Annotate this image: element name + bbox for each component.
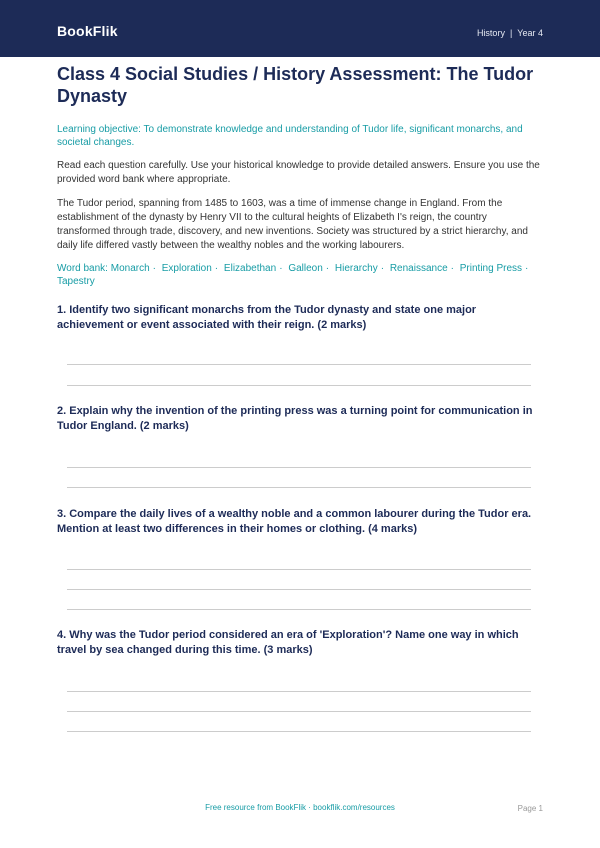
answer-line[interactable] xyxy=(67,487,531,488)
answer-line[interactable] xyxy=(67,711,531,712)
word-bank-term: Elizabethan xyxy=(223,263,277,274)
word-bank-separator: · xyxy=(279,263,283,274)
question-text: 1. Identify two significant monarchs from the Tudor dynasty and state one major achievement or event associated with their reign. (2 marks) xyxy=(57,304,477,331)
question-text: 3. Compare the daily lives of a wealthy noble and a common labourer during the Tudor era. Mention at least two differences in their homes or clothing. (4 marks) xyxy=(57,508,532,535)
word-bank-separator: · xyxy=(214,263,219,274)
learning-objective: Learning objective: To demonstrate knowledge and understanding of Tudor life, significant monarchs, and societal changes. xyxy=(57,124,523,148)
subject-breadcrumb xyxy=(477,28,543,38)
breadcrumb-separator: | xyxy=(509,28,513,38)
worksheet-intro xyxy=(57,63,543,288)
word-bank-term: Monarch xyxy=(110,263,150,274)
answer-line[interactable] xyxy=(67,467,531,468)
question-text: 2. Explain why the invention of the printing press was a turning point for communication in Tudor England. (2 marks) xyxy=(57,405,533,432)
intro-paragraph: The Tudor period, spanning from 1485 to 1603, was a time of immense change in England. From the establishment of the dynasty by Henry VII to the cultural heights of Elizabeth I's reign, the country transformed through trade, discovery, and new inventions. Society was structured by a strict hierarchy, and daily life differed vastly between the wealthy nobles and the working labourers. xyxy=(57,198,528,251)
subject-label: History xyxy=(476,28,505,38)
brand-logo-text: BookFlik xyxy=(57,23,118,39)
instructions-text: Read each question carefully. Use your historical knowledge to provide detailed answers. Ensure you use the provided word bank where appropriate. xyxy=(57,160,540,185)
word-bank-separator: · xyxy=(380,263,385,274)
word-bank-term: Renaissance xyxy=(389,263,448,274)
word-bank-term: Tapestry xyxy=(57,276,95,287)
question-2 xyxy=(57,404,543,433)
question-4 xyxy=(57,628,543,657)
question-text: 4. Why was the Tudor period considered an era of 'Exploration'? Name one way in which travel by sea changed during this time. (3 marks) xyxy=(57,629,519,656)
word-bank-term: Exploration xyxy=(161,263,212,274)
answer-line[interactable] xyxy=(67,609,531,610)
page-number: Page 1 xyxy=(517,804,543,813)
word-bank-term: Hierarchy xyxy=(334,263,378,274)
word-bank-term: Printing Press xyxy=(459,263,523,274)
word-bank xyxy=(57,262,543,288)
answer-line[interactable] xyxy=(67,364,531,365)
answer-line[interactable] xyxy=(67,589,531,590)
page-header xyxy=(0,0,600,57)
word-bank-label: Word bank: xyxy=(57,263,108,274)
page-title: Class 4 Social Studies / History Assessment: The Tudor Dynasty xyxy=(57,64,534,106)
answer-line[interactable] xyxy=(67,569,531,570)
word-bank-separator: · xyxy=(325,263,330,274)
year-label: Year 4 xyxy=(517,28,543,38)
answer-line[interactable] xyxy=(67,691,531,692)
word-bank-separator: · xyxy=(152,263,156,274)
word-bank-separator: · xyxy=(450,263,454,274)
word-bank-separator: · xyxy=(525,263,529,274)
question-1 xyxy=(57,303,543,332)
answer-line[interactable] xyxy=(67,731,531,732)
question-3 xyxy=(57,507,543,536)
word-bank-term: Galleon xyxy=(288,263,323,274)
footer-credit[interactable]: Free resource from BookFlik · bookflik.com/resources xyxy=(205,803,395,812)
answer-line[interactable] xyxy=(67,385,531,386)
